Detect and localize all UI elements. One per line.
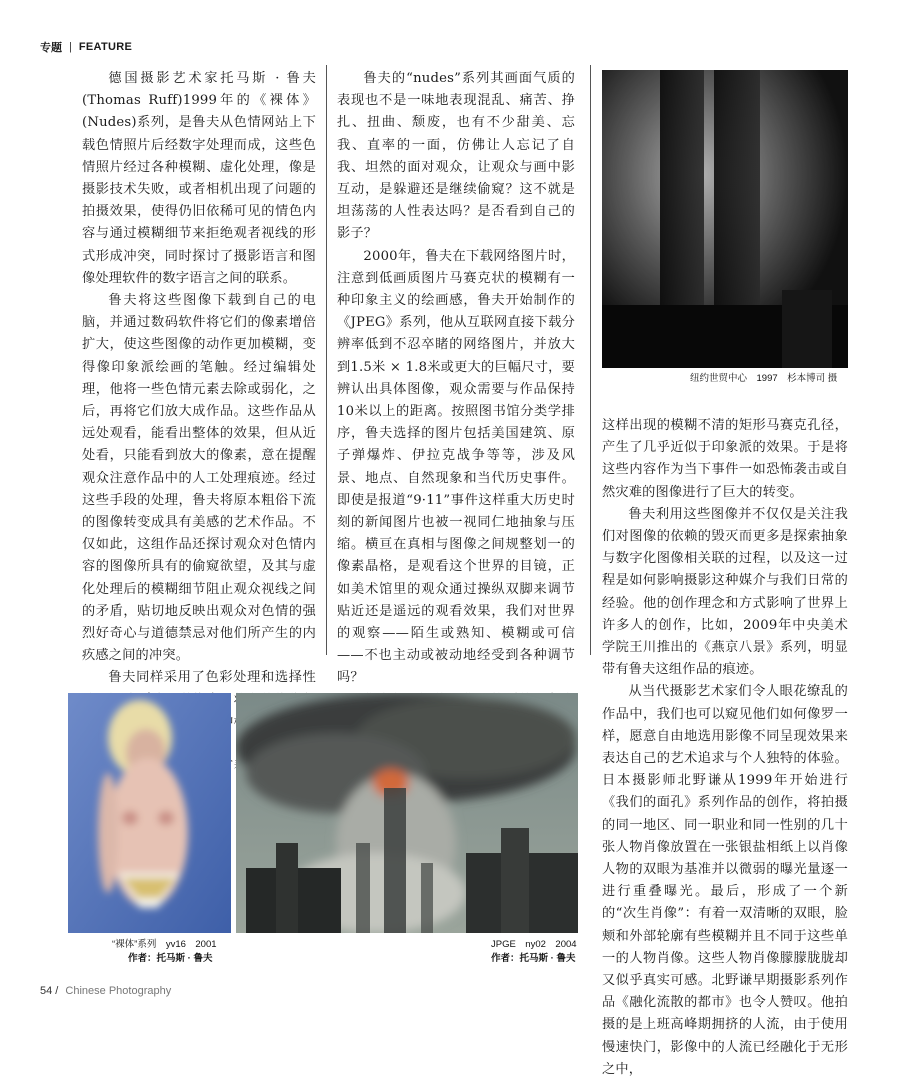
paragraph: 鲁夫将这些图像下载到自己的电脑，并通过数码软件将它们的像素增倍扩大，使这些图像的动作更加模糊，变得像印象派绘画的笔触。经过编辑处理，他将一些色情元素去除或弱化，之后，再将它们放大成作品。这些作品从远处观看，能看出整体的效果，但从近处看，只能看到放大的像素，意在提醒观众注意作品中的人工处理痕迹。经过这些手段的处理，鲁夫将原本粗俗下流的图像转变成具有美感的艺术作品。不仅如此，这组作品还探讨观众对色情内容的图像所具有的偷窥欲望，及其与虚化处理后的模糊细节阻止观众视线之间的矛盾，贴切地反映出观众对色情的强烈好奇心与道德禁忌对他们所产生的内疚感之间的冲突。 — [82, 293, 316, 664]
header-divider: | — [69, 41, 72, 53]
paragraph: 鲁夫利用这些图像并不仅仅是关注我们对图像的依赖的毁灭而更多是探索抽象与数字化图像相关联的过程，以及这一过程是如何影响摄影这种媒介与我们日常的经验。他的创作理念和方式影响了世界上许多人的创作，比如，2009年中央美术学院王川推出的《燕京八景》系列，明显带有鲁夫这组作品的痕迹。 — [602, 506, 848, 678]
magazine-name: Chinese Photography — [65, 985, 172, 997]
nudes-caption-title: “裸体”系列 yv16 2001 — [112, 939, 217, 950]
section-header — [40, 38, 132, 56]
page-number: 54 / — [40, 985, 59, 997]
column-divider — [326, 65, 327, 655]
section-label-cn: 专题 — [40, 42, 62, 54]
jpeg-photo — [236, 693, 578, 933]
nudes-photo — [68, 693, 231, 933]
nudes-caption-author: 作者：托马斯 · 鲁夫 — [128, 953, 213, 964]
article-column-3 — [602, 415, 848, 1081]
wtc-caption: 纽约世贸中心 1997 杉本博司 摄 — [690, 373, 838, 384]
section-label-en: FEATURE — [78, 41, 133, 53]
paragraph: 这样出现的模糊不清的矩形马赛克孔径，产生了几乎近似于印象派的效果。于是将这些内容作为当下事件一如恐怖袭击或自然灾难的图像进行了巨大的转变。 — [602, 418, 848, 500]
paragraph: 鲁夫的“nudes”系列其画面气质的表现也不是一味地表现混乱、痛苦、挣扎、扭曲、颓废，也有不少甜美、忘我、直率的一面，仿佛让人忘记了自我、坦然的面对观众，让观众与画中影互动，是躲避还是继续偷窥？这不就是坦荡荡的人性表达吗？是否看到自己的影子？ — [337, 71, 575, 242]
paragraph: 2000年，鲁夫在下载网络图片时，注意到低画质图片马赛克状的模糊有一种印象主义的绘画感，鲁夫开始制作的《JPEG》系列，他从互联网直接下载分辨率低到不忍卒睹的网络图片，并放大到1.5米 × 1.8米或更大的巨幅尺寸，要辨认出具体图像，观众需要与作品保持10米以上的距离。按照图书馆分类学排序，鲁夫选择的图片包括美国建筑、原子弹爆炸、伊拉克战争等等，涉及风景、地点、自然现象和当代历史事件。即使是报道“9·11”事件这样重大历史时刻的新闻图片也被一视同仁地抽象与压缩。横亘在真相与图像之间规整划一的像素晶格，是观看这个世界的目镜，正如美术馆里的观众通过操纵双脚来调节贴近还是遥远的观看效果，我们对世界的观察——陌生或熟知、模糊或可信——不也主动或被动地经受到各种调节吗？ — [337, 248, 575, 686]
paragraph: 从当代摄影艺术家们令人眼花缭乱的作品中，我们也可以窥见他们如何像罗一样，愿意自由地选用影像不同呈现效果来表达自己的艺术追求与个人独特的体验。日本摄影师北野谦从1999年开始进行《我们的面孔》系列作品的创作，将拍摄的同一地区、同一职业和同一性别的几十张人物肖像放置在一张银盐相纸上以肖像人物的双眼为基准并以微弱的曝光量逐一进行重叠曝光。最后，形成了一个新的“次生肖像”：有着一双清晰的双眼，脸颊和外部轮廓有些模糊并且不同于这些单一的人物肖像。这些人物肖像朦朦胧胧却又似乎真实可感。北野谦早期摄影系列作品《融化流散的都市》也令人赞叹。他拍摄的是上班高峰期拥挤的人流，由于使用慢速快门，影像中的人流已经融化于无形之中， — [602, 684, 848, 1077]
column-divider — [590, 65, 591, 655]
jpeg-caption-title: JPGE ny02 2004 — [491, 939, 577, 950]
jpeg-caption-author: 作者：托马斯 · 鲁夫 — [491, 953, 576, 964]
wtc-photo — [602, 70, 848, 368]
paragraph: 德国摄影艺术家托马斯 · 鲁夫(Thomas Ruff)1999年的《裸体》(Nudes)系列，是鲁夫从色情网站上下载色情照片后经数字处理而成，这些色情照片经过各种模糊、虚化处理，像是摄影技术失败，或者相机出现了问题的拍摄效果，使得仍旧依稀可见的情色内容与通过模糊细节来拒绝观者视线的形式形成冲突，同时探讨了摄影语言和图像处理软件的数字语言之间的联系。 — [82, 71, 316, 286]
paragraph: 鲁夫同样采用了色彩处理和选择性 ，将 有着 — [108, 670, 316, 775]
article-column-1 — [82, 68, 316, 801]
page-footer — [40, 985, 171, 997]
